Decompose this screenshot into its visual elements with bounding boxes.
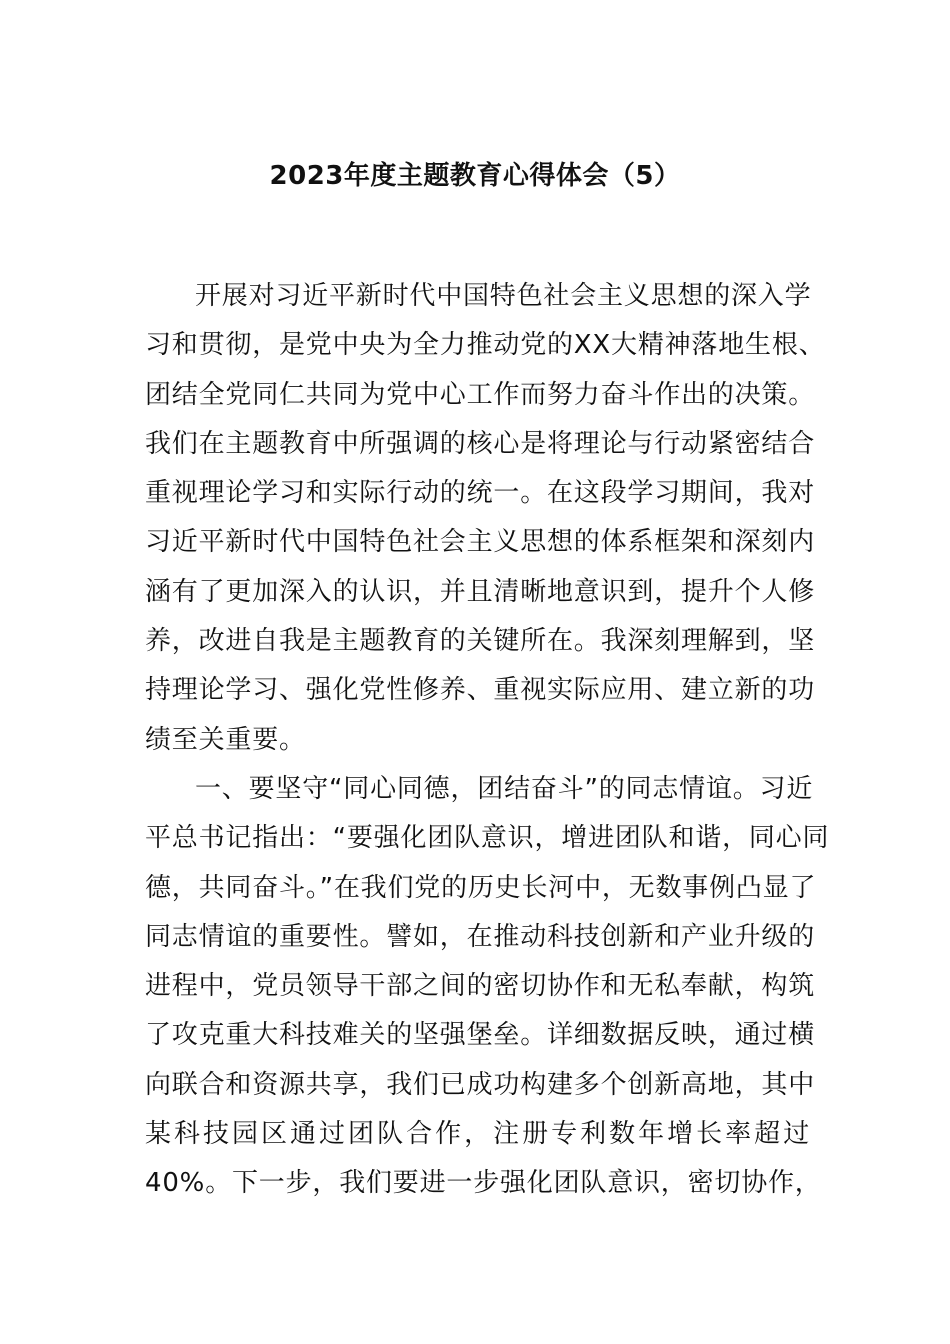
- paragraph-line: 40%。下一步，我们要进一步强化团队意识，密切协作，: [145, 1168, 822, 1199]
- paragraph-line: 我们在主题教育中所强调的核心是将理论与行动紧密结合: [145, 428, 816, 459]
- paragraph-line: 习和贯彻，是党中央为全力推动党的XX大精神落地生根、: [145, 330, 826, 361]
- paragraph-line: 一、要坚守“同心同德，团结奋斗”的同志情谊。习近: [195, 773, 814, 804]
- document-body: [145, 272, 830, 1209]
- paragraph-line: 涵有了更加深入的认识，并且清晰地意识到，提升个人修: [145, 576, 816, 607]
- paragraph-line: 绩至关重要。: [145, 724, 306, 755]
- paragraph-line: 习近平新时代中国特色社会主义思想的体系框架和深刻内: [145, 527, 816, 558]
- paragraph-line: 养，改进自我是主题教育的关键所在。我深刻理解到，坚: [145, 626, 816, 657]
- paragraph-line: 持理论学习、强化党性修养、重视实际应用、建立新的功: [145, 675, 816, 706]
- paragraph-line: 某科技园区通过团队合作，注册专利数年增长率超过: [145, 1119, 810, 1150]
- paragraph-line: 团结全党同仁共同为党中心工作而努力奋斗作出的决策。: [145, 379, 816, 410]
- paragraph-line: 进程中，党员领导干部之间的密切协作和无私奉献，构筑: [145, 971, 816, 1002]
- document-title: 2023年度主题教育心得体会（5）: [269, 161, 681, 191]
- paragraph-line: 向联合和资源共享，我们已成功构建多个创新高地，其中: [145, 1069, 816, 1100]
- paragraph-line: 了攻克重大科技难关的坚强堡垒。详细数据反映，通过横: [145, 1020, 816, 1051]
- paragraph-line: 同志情谊的重要性。譬如，在推动科技创新和产业升级的: [145, 921, 816, 952]
- paragraph-line: 平总书记指出：“要强化团队意识，增进团队和谐，同心同: [145, 823, 830, 854]
- paragraph-line: 开展对习近平新时代中国特色社会主义思想的深入学: [195, 281, 812, 311]
- paragraph-line: 重视理论学习和实际行动的统一。在这段学习期间，我对: [145, 478, 816, 509]
- paragraph-line: 德，共同奋斗。”在我们党的历史长河中，无数事例凸显了: [145, 872, 817, 903]
